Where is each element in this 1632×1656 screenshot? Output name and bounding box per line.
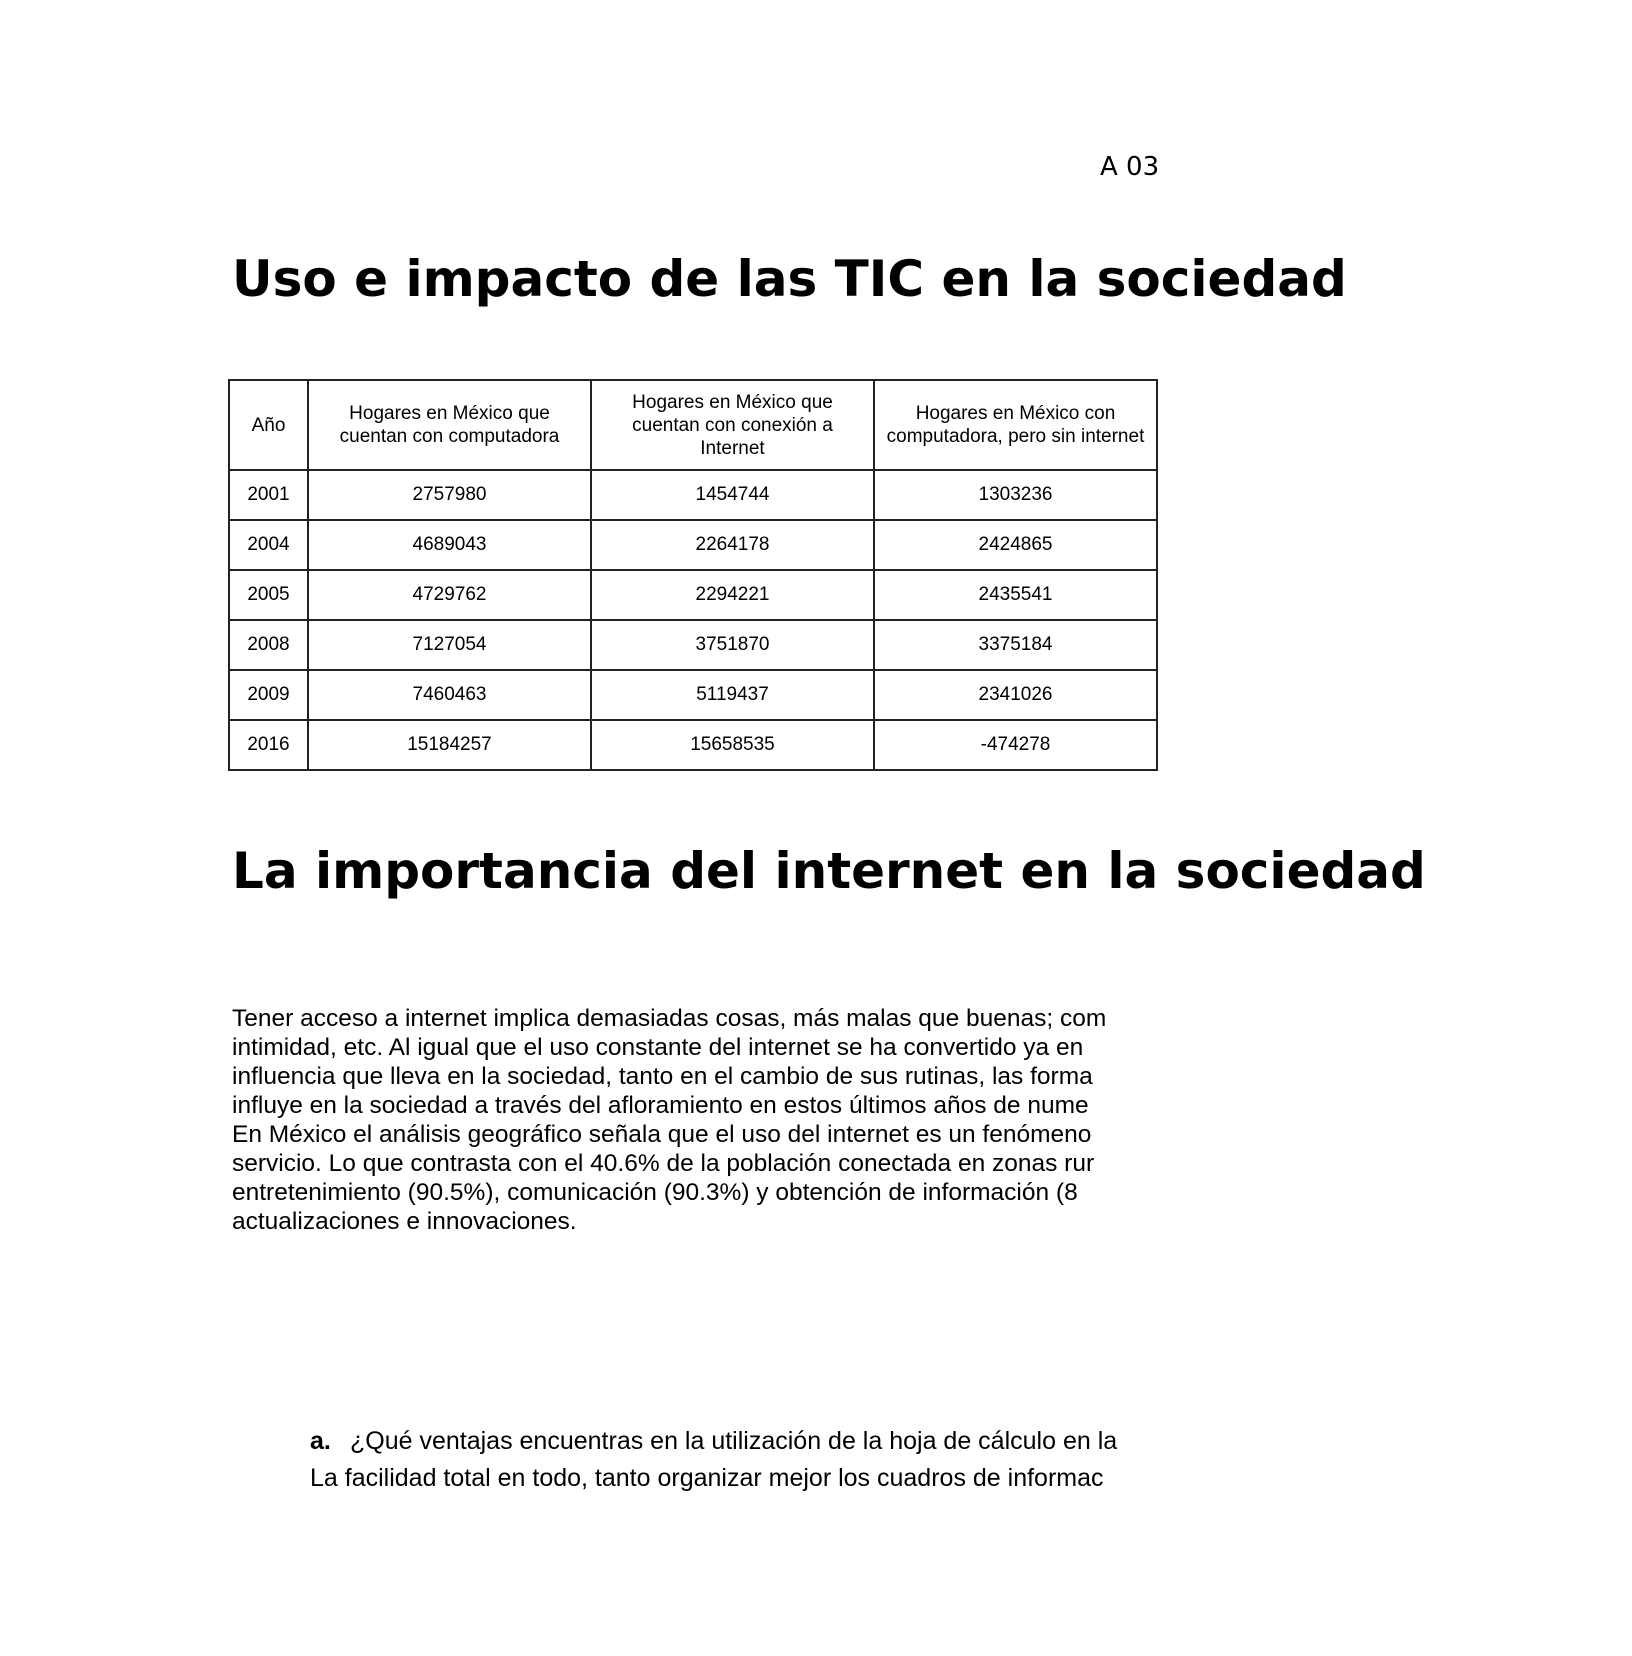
- paragraph-line: Tener acceso a internet implica demasiadas cosas, más malas que buenas; com: [232, 1005, 1107, 1032]
- table-cell: 2294221: [591, 570, 874, 620]
- table-cell: 2424865: [874, 520, 1157, 570]
- table-cell: 2005: [229, 570, 308, 620]
- table-cell: 2264178: [591, 520, 874, 570]
- table-row: [229, 620, 1157, 670]
- table-cell: 2757980: [308, 470, 591, 520]
- question-text: ¿Qué ventajas encuentras en la utilización de la hoja de cálculo en la: [350, 1427, 1118, 1455]
- table-header-row: [229, 380, 1157, 470]
- table-cell: 2001: [229, 470, 308, 520]
- table-cell: 4689043: [308, 520, 591, 570]
- section-title-internet: La importancia del internet en la sociedad: [232, 842, 1426, 900]
- table-cell: -474278: [874, 720, 1157, 770]
- body-paragraph: [232, 1004, 1632, 1236]
- table-row: [229, 520, 1157, 570]
- table-row: [229, 720, 1157, 770]
- paragraph-line: intimidad, etc. Al igual que el uso constante del internet se ha convertido ya en: [232, 1034, 1084, 1061]
- column-header-internet: Hogares en México que cuentan con conexión a Internet: [591, 380, 874, 470]
- column-header-computers: Hogares en México que cuentan con computadora: [308, 380, 591, 470]
- table-cell: 4729762: [308, 570, 591, 620]
- table-cell: 7460463: [308, 670, 591, 720]
- paragraph-line: En México el análisis geográfico señala que el uso del internet es un fenómeno: [232, 1121, 1092, 1148]
- table-row: [229, 470, 1157, 520]
- table-cell: 3751870: [591, 620, 874, 670]
- table-cell: 2435541: [874, 570, 1157, 620]
- households-table: [228, 379, 1158, 771]
- column-header-year: Año: [229, 380, 308, 470]
- table-cell: 7127054: [308, 620, 591, 670]
- table-cell: 3375184: [874, 620, 1157, 670]
- table-row: [229, 670, 1157, 720]
- paragraph-line: entretenimiento (90.5%), comunicación (90.3%) y obtención de información (8: [232, 1179, 1078, 1206]
- table-cell: 5119437: [591, 670, 874, 720]
- table-cell: 2008: [229, 620, 308, 670]
- table-cell: 2016: [229, 720, 308, 770]
- paragraph-line: influencia que lleva en la sociedad, tanto en el cambio de sus rutinas, las forma: [232, 1063, 1093, 1090]
- table-row: [229, 570, 1157, 620]
- table-cell: 15658535: [591, 720, 874, 770]
- column-header-no-internet: Hogares en México con computadora, pero sin internet: [874, 380, 1157, 470]
- section-title-tic: Uso e impacto de las TIC en la sociedad: [232, 250, 1347, 308]
- question-item: [310, 1427, 1117, 1456]
- table-cell: 2009: [229, 670, 308, 720]
- question-marker: a.: [310, 1427, 331, 1455]
- table-cell: 2004: [229, 520, 308, 570]
- paragraph-line: actualizaciones e innovaciones.: [232, 1208, 577, 1235]
- document-code: A 03: [1100, 152, 1160, 182]
- paragraph-line: influye en la sociedad a través del afloramiento en estos últimos años de nume: [232, 1092, 1089, 1119]
- table-cell: 15184257: [308, 720, 591, 770]
- table-cell: 2341026: [874, 670, 1157, 720]
- table-cell: 1303236: [874, 470, 1157, 520]
- paragraph-line: servicio. Lo que contrasta con el 40.6% de la población conectada en zonas rur: [232, 1150, 1095, 1177]
- table-cell: 1454744: [591, 470, 874, 520]
- answer-text: La facilidad total en todo, tanto organizar mejor los cuadros de informac: [310, 1464, 1104, 1492]
